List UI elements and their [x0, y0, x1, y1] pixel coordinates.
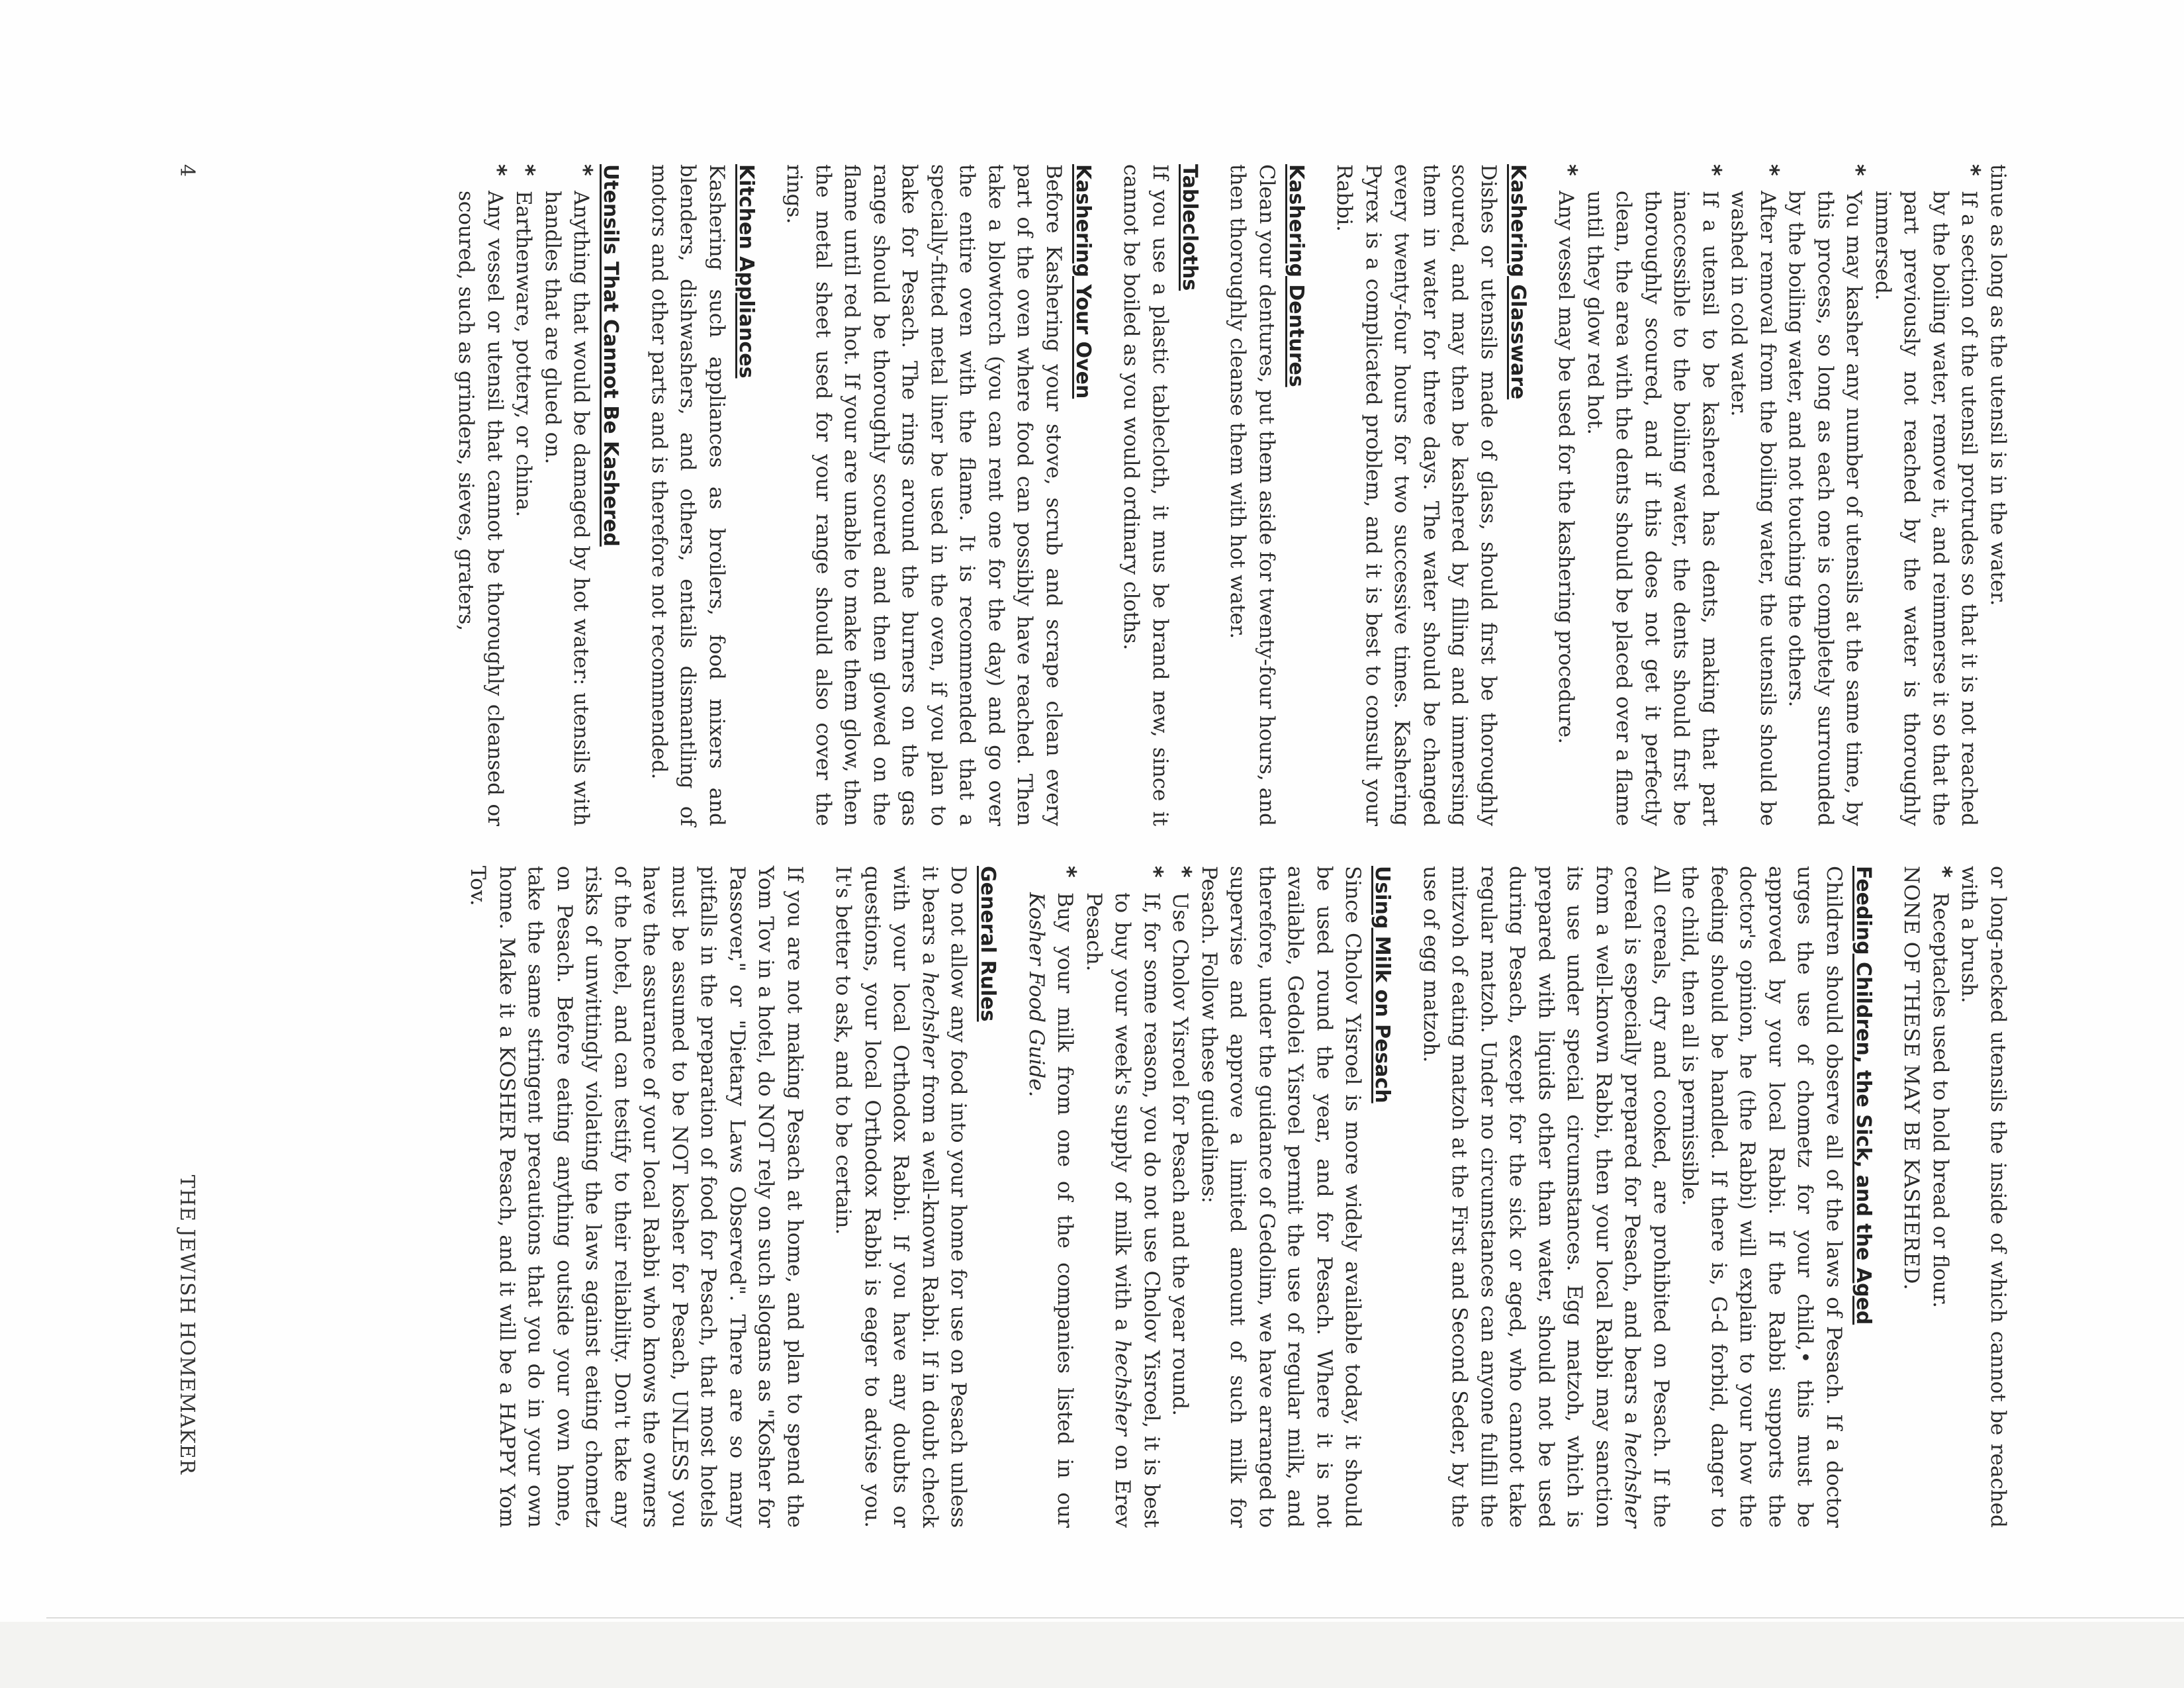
heading-utensils-cannot-be-kashered: Utensils That Cannot Be Kashered [599, 164, 623, 547]
paragraph-glassware: Dishes or utensils made of glass, should first be thoroughly scoured, and may then be kashered by filling and immersing them in water for three days. The water should be changed every twenty-four hours for two successive times. Kashering Pyrex is a complicated problem, and it is best to consult your Rabbi. [1332, 164, 1500, 826]
paragraph-feeding-2: All cereals, dry and cooked, are prohibited on Pesach. If the cereal is especially prepared for Pesach, and bears a hechsher from a well-known Rabbi, then your local Rabbi may sanction its use under special circumstances. Egg matzoh, which is prepared with liquids other than water, should not be used during Pesach, except for the sick or aged, who cannot take regular matzoh. Under no circumstances can anyone fulfill the mitzvoh of eating matzoh at the First and Second Seder, by the use of egg matzoh. [1419, 866, 1673, 1528]
bullet-icon: * [1843, 164, 1870, 176]
scan-edge-line [46, 1617, 2184, 1618]
heading-milk-on-pesach: Using Milk on Pesach [1371, 866, 1394, 1103]
rotated-document-page [79, 45, 2105, 1581]
bullet-icon: * [1169, 866, 1197, 878]
list-item: * If a utensil to be kashered has dents, making that part inaccessible to the boiling water, the dents should first be thoroughly scoured, and if this does not get it perfectly clean, the area with the dents should be placed over a flame until they glow red hot. [1583, 164, 1726, 826]
list-item: * Use Cholov Yisroel for Pesach and the year round. [1168, 866, 1197, 1416]
heading-feeding-children: Feeding Children, the Sick, and the Aged [1852, 866, 1875, 1325]
list-item: * Any vessel or utensil that cannot be thoroughly cleansed or scoured, such as grinders, sieves, graters, [454, 164, 511, 826]
list-item: * Receptacles used to hold bread or flour. [1929, 866, 1956, 1308]
bullet-icon: * [1555, 164, 1582, 176]
bullet-icon: * [1141, 866, 1167, 878]
list-item: * After removal from the boiling water, the utensils should be washed in cold water. [1727, 164, 1784, 826]
page-number: 4 [175, 164, 199, 178]
paragraph-tablecloths: If you use a plastic tablecloth, it mus be brand new, since it cannot be boiled as you would ordinary cloths. [1119, 164, 1172, 826]
paragraph-general-2: If you are not making Pesach at home, and plan to spend the Yom Tov in a hotel, do NOT rely on such slogans as "Kosher for Passover," or "Dietary Laws Observed". There are so many pitfalls in the preparation of food for Pesach, that most hotels must be assumed to be NOT kosher for Pesach, UNLESS you have the assurance of your local Rabbi who knows the owners of the hotel, and can testify to their reliability. Don't take any risks of unwittingly violating the laws against eating chometz on Pesach. Before eating anything outside your own home, take the same stringent precautions that you do in your own home. Make it a KOSHER Pesach, and it will be a HAPPY Yom Tov. [466, 866, 807, 1528]
left-column [451, 164, 2012, 826]
term-hechsher: hechsher [1620, 1432, 1645, 1528]
bullet-icon: * [1700, 164, 1726, 176]
bullet-icon: * [1930, 866, 1956, 878]
heading-kashering-oven: Kashering Your Oven [1071, 164, 1095, 399]
list-item: * If a section of the utensil protrudes so that it is not reached by the boiling water, remove it, and reimmerse it so that the part previously not reached by the water is thoroughly immersed. [1871, 164, 1985, 826]
bullet-icon: * [570, 164, 598, 176]
list-item: * Earthenware, pottery, or china. [512, 164, 540, 518]
list-item: * You may kasher any number of utensils at the same time, by this process, so long as each one is completely surrounded by the boiling water, and not touching the others. [1784, 164, 1870, 826]
list-item: * Anything that would be damaged by hot water: utensils with handles that are glued on. [541, 164, 598, 826]
heading-kashering-dentures: Kashering Dentures [1285, 164, 1308, 387]
right-column [463, 866, 2012, 1528]
heading-tablecloths: Tablecloths [1178, 164, 1201, 291]
running-title: THE JEWISH HOMEMAKER [175, 1174, 199, 1475]
paragraph-dentures: Clean your dentures, put them aside for twenty-four hours, and then thoroughly cleanse them with hot water. [1226, 164, 1279, 826]
paragraph-oven: Before Kashering your stove, scrub and scrape clean every part of the oven where food can possibly have reached. Then take a blowtorch (you can rent one for the day) and go over the entire oven with the flame. It is recommended that a specially-fitted metal liner be used in the oven, if you plan to bake for Pesach. The rings around the burners on the gas range should be thoroughly scoured and then glowed on the flame until red hot. If your are unable to make them glow, then the metal sheet used for your range should also cover the rings. [782, 164, 1066, 826]
list-item: * Buy your milk from one of the companies listed in our Kosher Food Guide. [1024, 866, 1081, 1528]
heading-kashering-glassware: Kashering Glassware [1506, 164, 1529, 400]
bullet-icon: * [1958, 164, 1985, 176]
scanner-bed-margin [0, 1622, 2184, 1688]
term-hechsher: hechsher [918, 972, 942, 1068]
heading-kitchen-appliances: Kitchen Appliances [735, 164, 758, 379]
heading-general-rules: General Rules [976, 866, 1000, 1022]
list-item: * If, for some reason, you do not use Cholov Yisroel, it is best to buy your week's supply of milk with a hechsher on Erev Pesach. [1082, 866, 1167, 1528]
bullet-icon: * [513, 164, 540, 176]
paragraph-continued: or long-necked utensils the inside of which cannot be reached with a brush. [1957, 866, 2010, 1528]
paragraph-continued: tinue as long as the utensil is in the water. [1986, 164, 2010, 606]
term-hechsher: hechsher [1111, 1340, 1135, 1436]
paragraph-appliances: Kashering such appliances as broilers, food mixers and blenders, dishwashers, and others, entails dismantling of motors and other parts and is therefore not recommended. [647, 164, 729, 826]
kosher-food-guide-title: Kosher Food Guide. [1024, 892, 1048, 1098]
paragraph-milk: Since Cholov Yisroel is more widely available today, it should be used round the year, and for Pesach. Where it is not available, Gedolei Yisroel permit the use of regular milk, and therefore, under the guidance of Gedolim, we have arranged to supervise and approve a limited amount of such milk for Pesach. Follow these guidelines: [1197, 866, 1365, 1528]
none-may-be-kashered-note: NONE OF THESE MAY BE KASHERED. [1899, 866, 1924, 1291]
paragraph-feeding-1: Children should observe all of the laws of Pesach. If a doctor urges the use of chometz for your child,• this must be approved by your local Rabbi. If the Rabbi supports the doctor's opinion, he (the Rabbi) will explain to your how the feeding should be handled. If there is, G-d forbid, danger to the child, then all is permissible. [1678, 866, 1846, 1528]
paragraph-general-1: Do not allow any food into your home for use on Pesach unless it bears a hechsher from a well-known Rabbi. If in doubt check with your local Orthodox Rabbi. If you have any doubts or questions, your local Orthodox Rabbi is eager to advise you. It's better to ask, and to be certain. [831, 866, 971, 1528]
bullet-icon: * [1757, 164, 1784, 176]
bullet-icon: * [1054, 866, 1081, 878]
bullet-icon: * [484, 164, 511, 176]
list-item: * Any vessel may be used for the kashering procedure. [1554, 164, 1582, 744]
